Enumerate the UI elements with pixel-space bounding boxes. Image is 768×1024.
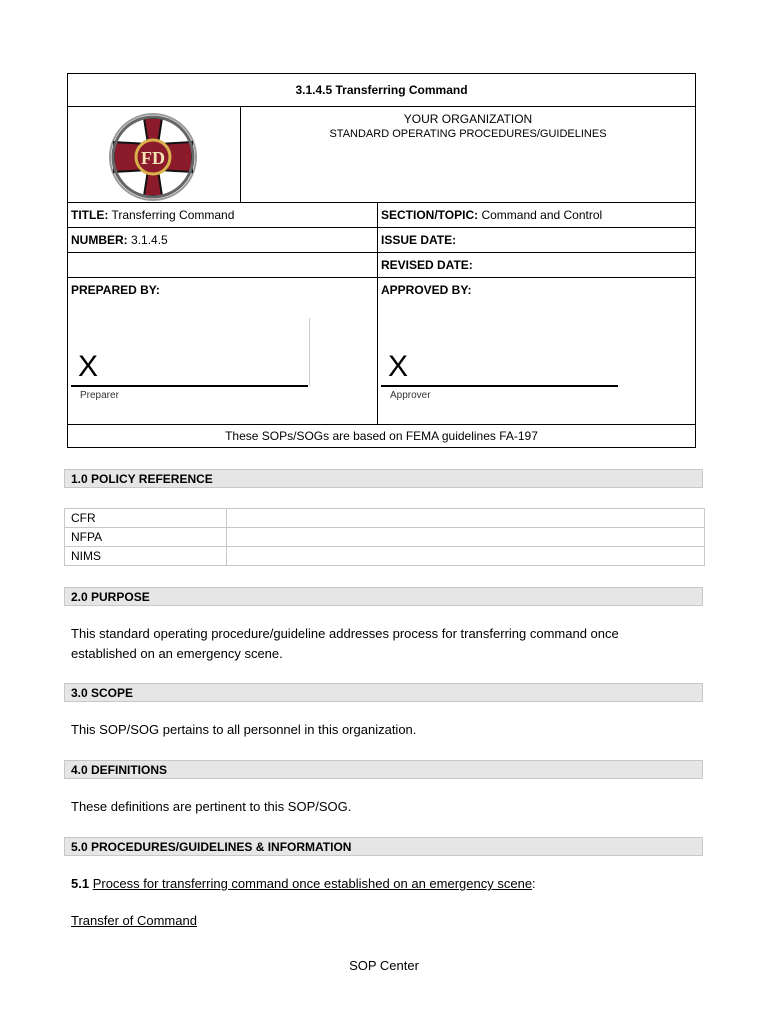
procedure-number: 5.1 (71, 876, 90, 891)
preparer-signature-box[interactable] (71, 318, 310, 386)
number-field (68, 228, 378, 253)
title-label: TITLE: (71, 208, 109, 222)
title-field (68, 203, 378, 228)
approver-caption: Approver (390, 390, 431, 401)
preparer-signature-mark: X (78, 350, 99, 383)
preparer-caption: Preparer (80, 390, 119, 401)
scope-text: This SOP/SOG pertains to all personnel in this organization. (71, 722, 417, 737)
purpose-text: This standard operating procedure/guideline addresses process for transferring command once established on an emergency scene. (71, 626, 619, 661)
policy-ref-nfpa: NFPA (65, 528, 227, 547)
prepared-by-label: PREPARED BY: (71, 283, 160, 297)
revised-date-field (378, 253, 696, 278)
approver-signature-mark: X (388, 350, 409, 383)
organization-cell (241, 107, 696, 203)
page-footer: SOP Center (349, 958, 419, 973)
section-header-procedures: 5.0 PROCEDURES/GUIDELINES & INFORMATION (64, 837, 703, 856)
definitions-text: These definitions are pertinent to this SOP/SOG. (71, 799, 352, 814)
document-title: 3.1.4.5 Transferring Command (68, 74, 696, 107)
fire-department-logo (108, 112, 198, 202)
preparer-signature-line (71, 385, 308, 387)
procedure-heading-colon: : (532, 876, 536, 891)
empty-field (68, 253, 378, 278)
table-row (65, 509, 705, 528)
policy-ref-nims: NIMS (65, 547, 227, 566)
prepared-by-cell (68, 278, 378, 425)
section-header-scope: 3.0 SCOPE (64, 683, 703, 702)
section-header-definitions: 4.0 DEFINITIONS (64, 760, 703, 779)
approved-by-cell (378, 278, 696, 425)
approver-signature-line[interactable] (381, 385, 618, 387)
procedure-heading (71, 874, 681, 894)
transfer-of-command-subheading: Transfer of Command (71, 913, 197, 928)
section-header-policy: 1.0 POLICY REFERENCE (64, 469, 703, 488)
issue-date-label: ISSUE DATE: (381, 233, 457, 247)
organization-name: YOUR ORGANIZATION (403, 112, 533, 126)
number-value: 3.1.4.5 (131, 233, 168, 247)
table-row (65, 547, 705, 566)
logo-text: FD (141, 148, 165, 168)
section-field (378, 203, 696, 228)
section-value: Command and Control (481, 208, 603, 222)
number-label: NUMBER: (71, 233, 128, 247)
section-header-purpose: 2.0 PURPOSE (64, 587, 703, 606)
table-row (65, 528, 705, 547)
organization-subtitle: STANDARD OPERATING PROCEDURES/GUIDELINES (329, 128, 607, 140)
procedure-heading-text: Process for transferring command once established on an emergency scene (92, 876, 533, 891)
logo-cell (68, 107, 241, 203)
title-value: Transferring Command (111, 208, 235, 222)
section-label: SECTION/TOPIC: (381, 208, 479, 222)
policy-reference-table (64, 508, 705, 566)
header-table (67, 73, 696, 448)
fema-basis-note: These SOPs/SOGs are based on FEMA guidelines FA-197 (68, 425, 696, 448)
revised-date-label: REVISED DATE: (381, 258, 473, 272)
issue-date-field (378, 228, 696, 253)
approved-by-label: APPROVED BY: (381, 283, 472, 297)
policy-ref-cfr: CFR (65, 509, 227, 528)
